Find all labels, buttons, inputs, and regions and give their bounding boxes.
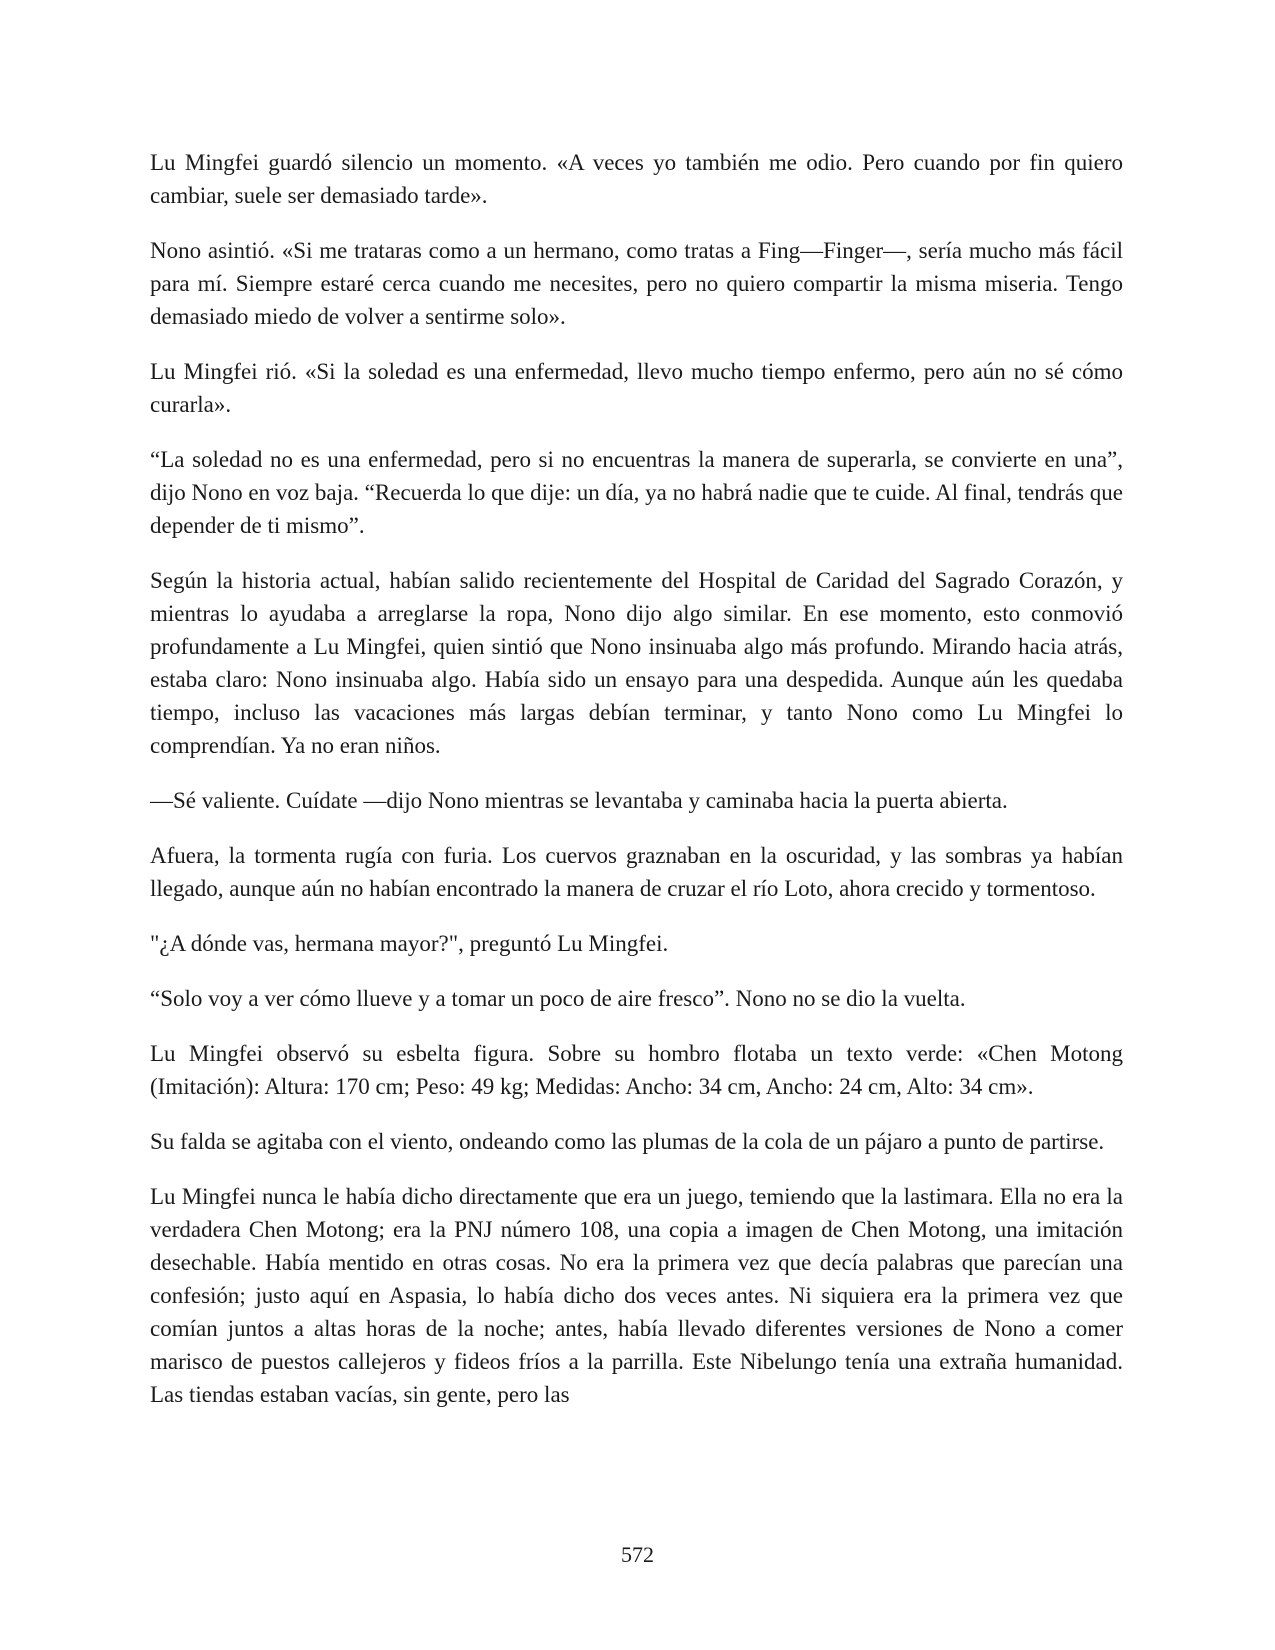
paragraph-4: “La soledad no es una enfermedad, pero si no encuentras la manera de superarla, se convierte en una”, dijo Nono en voz baja. “Recuerda lo que dije: un día, ya no habrá nadie que te cuide. Al final, tendrás que depender de ti mismo”. <box>150 447 1123 538</box>
paragraph-10: Lu Mingfei observó su esbelta figura. Sobre su hombro flotaba un texto verde: «Chen Motong (Imitación): Altura: 170 cm; Peso: 49 kg; Medidas: Ancho: 34 cm, Ancho: 24 cm, Alto: 34 cm». <box>150 1041 1123 1099</box>
paragraph-3: Lu Mingfei rió. «Si la soledad es una enfermedad, llevo mucho tiempo enfermo, pero aún no sé cómo curarla». <box>150 359 1123 417</box>
paragraph-5: Según la historia actual, habían salido recientemente del Hospital de Caridad del Sagrado Corazón, y mientras lo ayudaba a arreglarse la ropa, Nono dijo algo similar. En ese momento, esto conmovió profundamente a Lu Mingfei, quien sintió que Nono insinuaba algo más profundo. Mirando hacia atrás, estaba claro: Nono insinuaba algo. Había sido un ensayo para una despedida. Aunque aún les quedaba tiempo, incluso las vacaciones más largas debían terminar, y tanto Nono como Lu Mingfei lo comprendían. Ya no eran niños. <box>150 568 1123 758</box>
paragraph-12: Lu Mingfei nunca le había dicho directamente que era un juego, temiendo que la lastimara. Ella no era la verdadera Chen Motong; era la PNJ número 108, una copia a imagen de Chen Motong, una imitación desechable. Había mentido en otras cosas. No era la primera vez que decía palabras que parecían una confesión; justo aquí en Aspasia, lo había dicho dos veces antes. Ni siquiera era la primera vez que comían juntos a altas horas de la noche; antes, había llevado diferentes versiones de Nono a comer marisco de puestos callejeros y fideos fríos a la parrilla. Este Nibelungo tenía una extraña humanidad. Las tiendas estaban vacías, sin gente, pero las <box>150 1184 1123 1407</box>
paragraph-6: —Sé valiente. Cuídate —dijo Nono mientras se levantaba y caminaba hacia la puerta abierta. <box>150 788 1008 813</box>
page-number: 572 <box>621 1542 654 1567</box>
paragraph-9: “Solo voy a ver cómo llueve y a tomar un poco de aire fresco”. Nono no se dio la vuelta. <box>150 986 966 1011</box>
paragraph-7: Afuera, la tormenta rugía con furia. Los cuervos graznaban en la oscuridad, y las sombras ya habían llegado, aunque aún no habían encontrado la manera de cruzar el río Loto, ahora crecido y tormentoso. <box>150 843 1123 901</box>
body-text <box>150 146 1123 1411</box>
paragraph-2: Nono asintió. «Si me trataras como a un hermano, como tratas a Fing—Finger—, sería mucho más fácil para mí. Siempre estaré cerca cuando me necesites, pero no quiero compartir la misma miseria. Tengo demasiado miedo de volver a sentirme solo». <box>150 238 1123 329</box>
paragraph-8: "¿A dónde vas, hermana mayor?", preguntó Lu Mingfei. <box>150 931 669 956</box>
paragraph-1: Lu Mingfei guardó silencio un momento. «A veces yo también me odio. Pero cuando por fin quiero cambiar, suele ser demasiado tarde». <box>150 150 1123 208</box>
paragraph-11: Su falda se agitaba con el viento, ondeando como las plumas de la cola de un pájaro a punto de partirse. <box>150 1129 1105 1154</box>
